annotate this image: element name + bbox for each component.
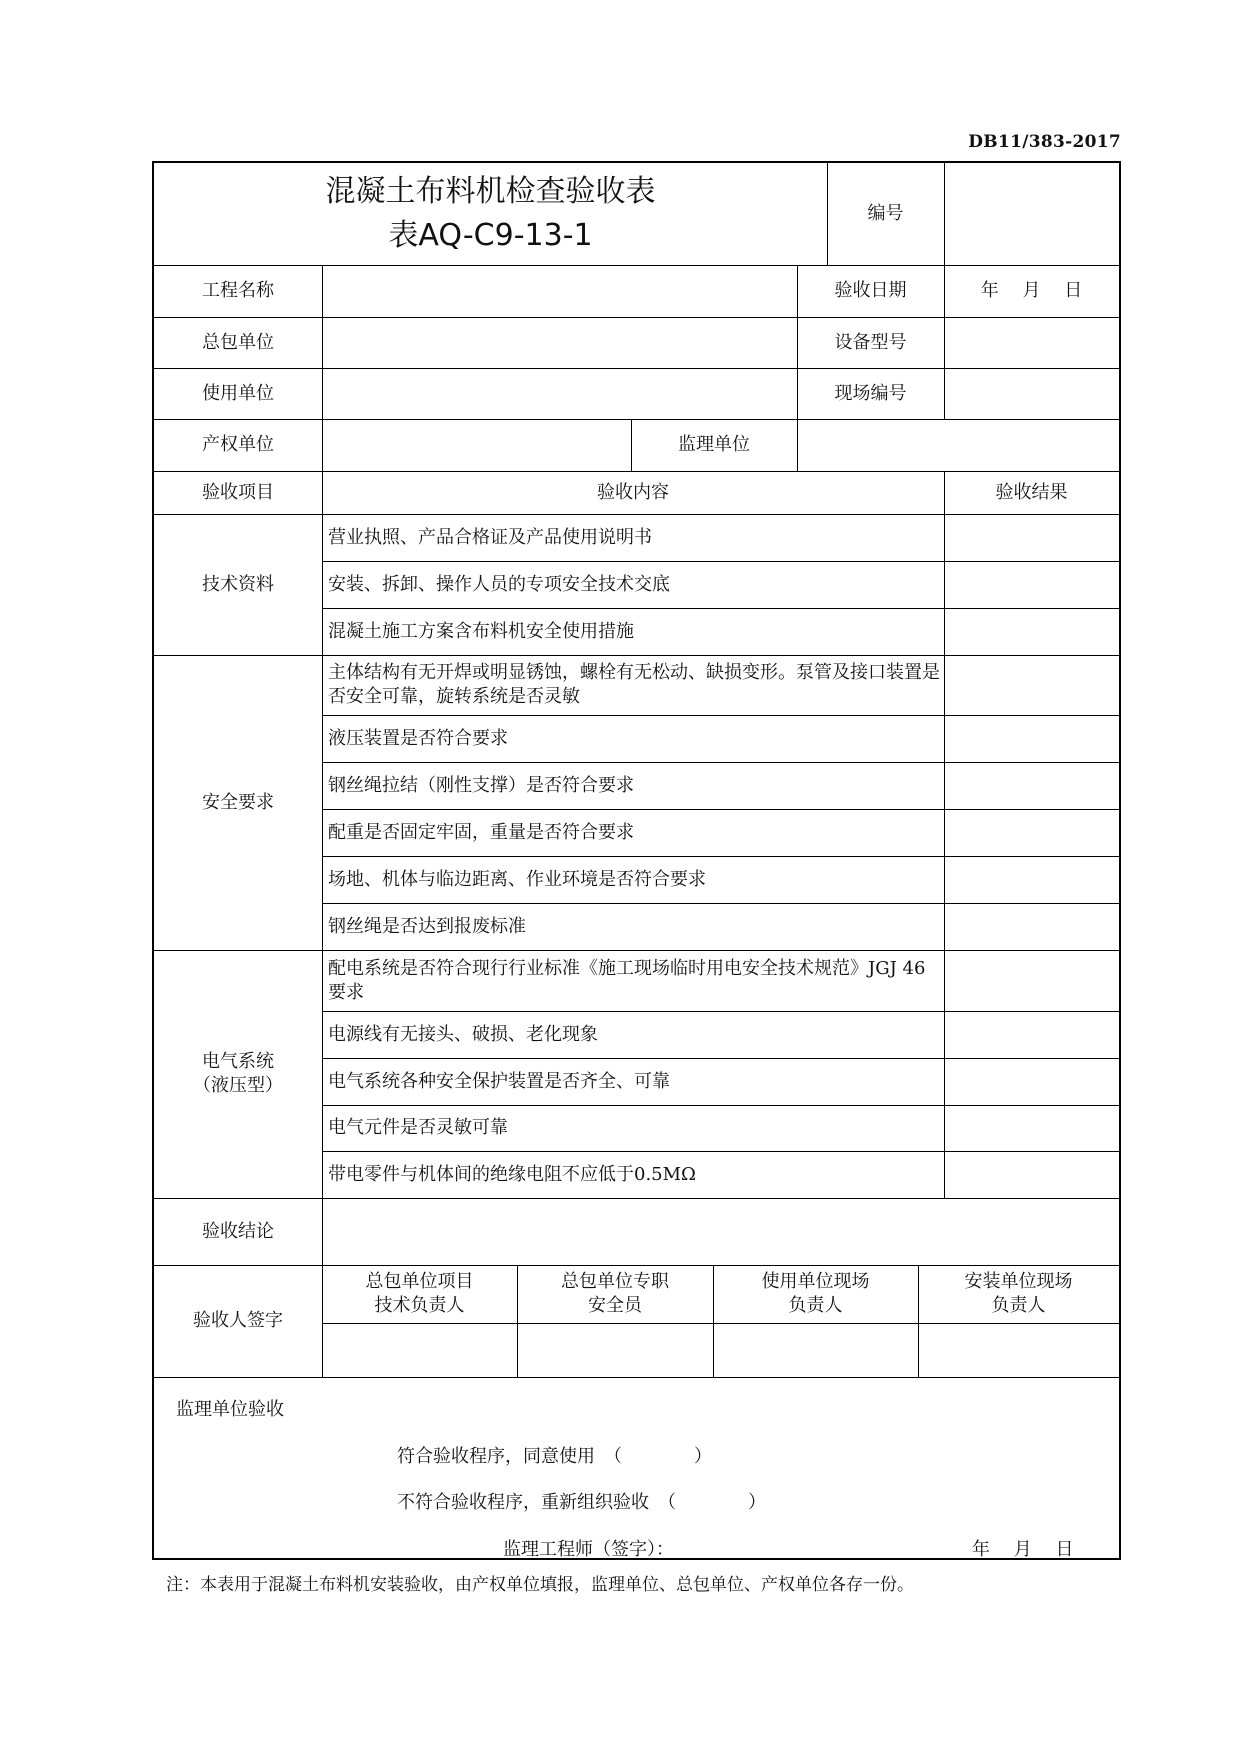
grid-line (154, 950, 1119, 951)
project-name-field[interactable] (322, 265, 797, 317)
grid-line (322, 1058, 1119, 1059)
section-electrical-line2: （液压型） (193, 1075, 283, 1096)
general-contractor-label: 总包单位 (202, 331, 274, 353)
check-item: 钢丝绳拉结（刚性支撑）是否符合要求 (328, 774, 634, 796)
grid-line (322, 608, 1119, 609)
signature-role-line1: 使用单位现场 (761, 1271, 870, 1292)
grid-line (517, 1265, 518, 1377)
number-field[interactable] (944, 163, 1119, 265)
check-item: 混凝土施工方案含布料机安全使用措施 (328, 620, 634, 642)
check-item: 液压装置是否符合要求 (328, 727, 508, 749)
grid-line (154, 265, 1119, 266)
grid-line (944, 265, 945, 419)
check-item: 主体结构有无开焊或明显锈蚀，螺栓有无松动、缺损变形。泵管及接口装置是否安全可靠，旋转系统是否灵敏 (328, 662, 940, 707)
grid-line (154, 655, 1119, 656)
document-code: DB11/383-2017 (968, 132, 1121, 152)
inspection-form (152, 161, 1121, 1560)
footnote: 注：本表用于混凝土布料机安装验收，由产权单位填报，监理单位、总包单位、产权单位各存一份。 (166, 1575, 914, 1595)
number-label: 编号 (867, 203, 904, 224)
signature-role (322, 1265, 517, 1323)
signature-role-line1: 总包单位项目 (365, 1271, 474, 1292)
signature-role (517, 1265, 713, 1323)
supervision-date[interactable]: 年 月 日 (972, 1539, 1074, 1560)
option-reject[interactable]: 不符合验收程序，重新组织验收 （ ） (397, 1492, 766, 1513)
column-result: 验收结果 (995, 481, 1068, 503)
signature-field[interactable] (713, 1323, 918, 1377)
section-electrical (154, 950, 322, 1198)
check-item: 场地、机体与临边距离、作业环境是否符合要求 (328, 868, 706, 890)
signature-field[interactable] (322, 1323, 517, 1377)
check-item: 电气系统各种安全保护装置是否齐全、可靠 (328, 1070, 670, 1092)
form-title-block (154, 163, 827, 265)
column-item: 验收项目 (202, 481, 274, 503)
check-item: 营业执照、产品合格证及产品使用说明书 (328, 526, 652, 548)
grid-line (154, 1377, 1119, 1378)
user-unit-label: 使用单位 (202, 382, 274, 404)
date-label: 验收日期 (834, 280, 907, 301)
grid-line (322, 856, 1119, 857)
grid-line (322, 762, 1119, 763)
signatures-label: 验收人签字 (193, 1310, 283, 1331)
check-item: 配重是否固定牢固，重量是否符合要求 (328, 821, 634, 843)
supervision-engineer-label: 监理工程师（签字）： (503, 1539, 674, 1560)
signature-role-line2: 负责人 (788, 1295, 843, 1316)
signature-role-line2: 负责人 (991, 1295, 1046, 1316)
section-safety: 安全要求 (202, 791, 274, 813)
grid-line (322, 1151, 1119, 1152)
grid-line (713, 1265, 714, 1377)
signature-field[interactable] (918, 1323, 1119, 1377)
grid-line (944, 471, 945, 1198)
signature-role-line2: 安全员 (588, 1295, 642, 1316)
check-item: 带电零件与机体间的绝缘电阻不应低于0.5MΩ (328, 1163, 696, 1185)
grid-line (154, 514, 1119, 515)
signature-role (918, 1265, 1119, 1323)
conclusion-field[interactable] (322, 1198, 1119, 1265)
grid-line (154, 317, 1119, 318)
grid-line (797, 265, 798, 471)
section-tech-docs: 技术资料 (202, 573, 274, 595)
option-agree[interactable]: 符合验收程序，同意使用 （ ） (397, 1446, 712, 1467)
supervisor-unit-field[interactable] (797, 419, 1119, 471)
supervision-title: 监理单位验收 (176, 1399, 284, 1420)
model-field[interactable] (944, 317, 1119, 368)
grid-line (154, 1198, 1119, 1199)
form-title: 混凝土布料机检查验收表 (325, 174, 656, 209)
signature-role-line2: 技术负责人 (374, 1295, 465, 1316)
signature-role-line1: 安装单位现场 (964, 1271, 1073, 1292)
grid-line (154, 419, 1119, 420)
grid-line (944, 163, 945, 265)
site-no-field[interactable] (944, 368, 1119, 419)
grid-line (154, 1265, 1119, 1266)
model-label: 设备型号 (834, 331, 907, 353)
user-unit-field[interactable] (322, 368, 797, 419)
grid-line (322, 809, 1119, 810)
grid-line (322, 1323, 1119, 1324)
grid-line (918, 1265, 919, 1377)
signature-role (713, 1265, 918, 1323)
grid-line (322, 903, 1119, 904)
section-electrical-line1: 电气系统 (202, 1051, 274, 1072)
check-item: 配电系统是否符合现行行业标准《施工现场临时用电安全技术规范》JGJ 46要求 (328, 957, 926, 1003)
owner-unit-field[interactable] (322, 419, 631, 471)
project-name-label: 工程名称 (202, 280, 274, 301)
grid-line (322, 561, 1119, 562)
signature-role-line1: 总包单位专职 (561, 1271, 669, 1292)
supervisor-unit-label: 监理单位 (678, 434, 750, 455)
grid-line (631, 419, 632, 471)
conclusion-label: 验收结论 (202, 1220, 274, 1242)
signature-field[interactable] (517, 1323, 713, 1377)
grid-line (827, 163, 828, 265)
check-item: 电源线有无接头、破损、老化现象 (328, 1023, 598, 1045)
grid-line (322, 715, 1119, 716)
grid-line (322, 265, 323, 1377)
site-no-label: 现场编号 (834, 382, 907, 404)
grid-line (154, 471, 1119, 472)
grid-line (322, 1011, 1119, 1012)
form-code: 表AQ-C9-13-1 (388, 218, 593, 253)
general-contractor-field[interactable] (322, 317, 797, 368)
check-item: 电气元件是否灵敏可靠 (328, 1117, 508, 1138)
grid-line (154, 368, 1119, 369)
check-item: 钢丝绳是否达到报废标准 (328, 915, 526, 937)
grid-line (322, 1105, 1119, 1106)
check-item: 安装、拆卸、操作人员的专项安全技术交底 (328, 573, 670, 595)
column-content: 验收内容 (597, 481, 669, 503)
date-field[interactable]: 年 月 日 (980, 280, 1083, 301)
owner-unit-label: 产权单位 (202, 434, 274, 455)
